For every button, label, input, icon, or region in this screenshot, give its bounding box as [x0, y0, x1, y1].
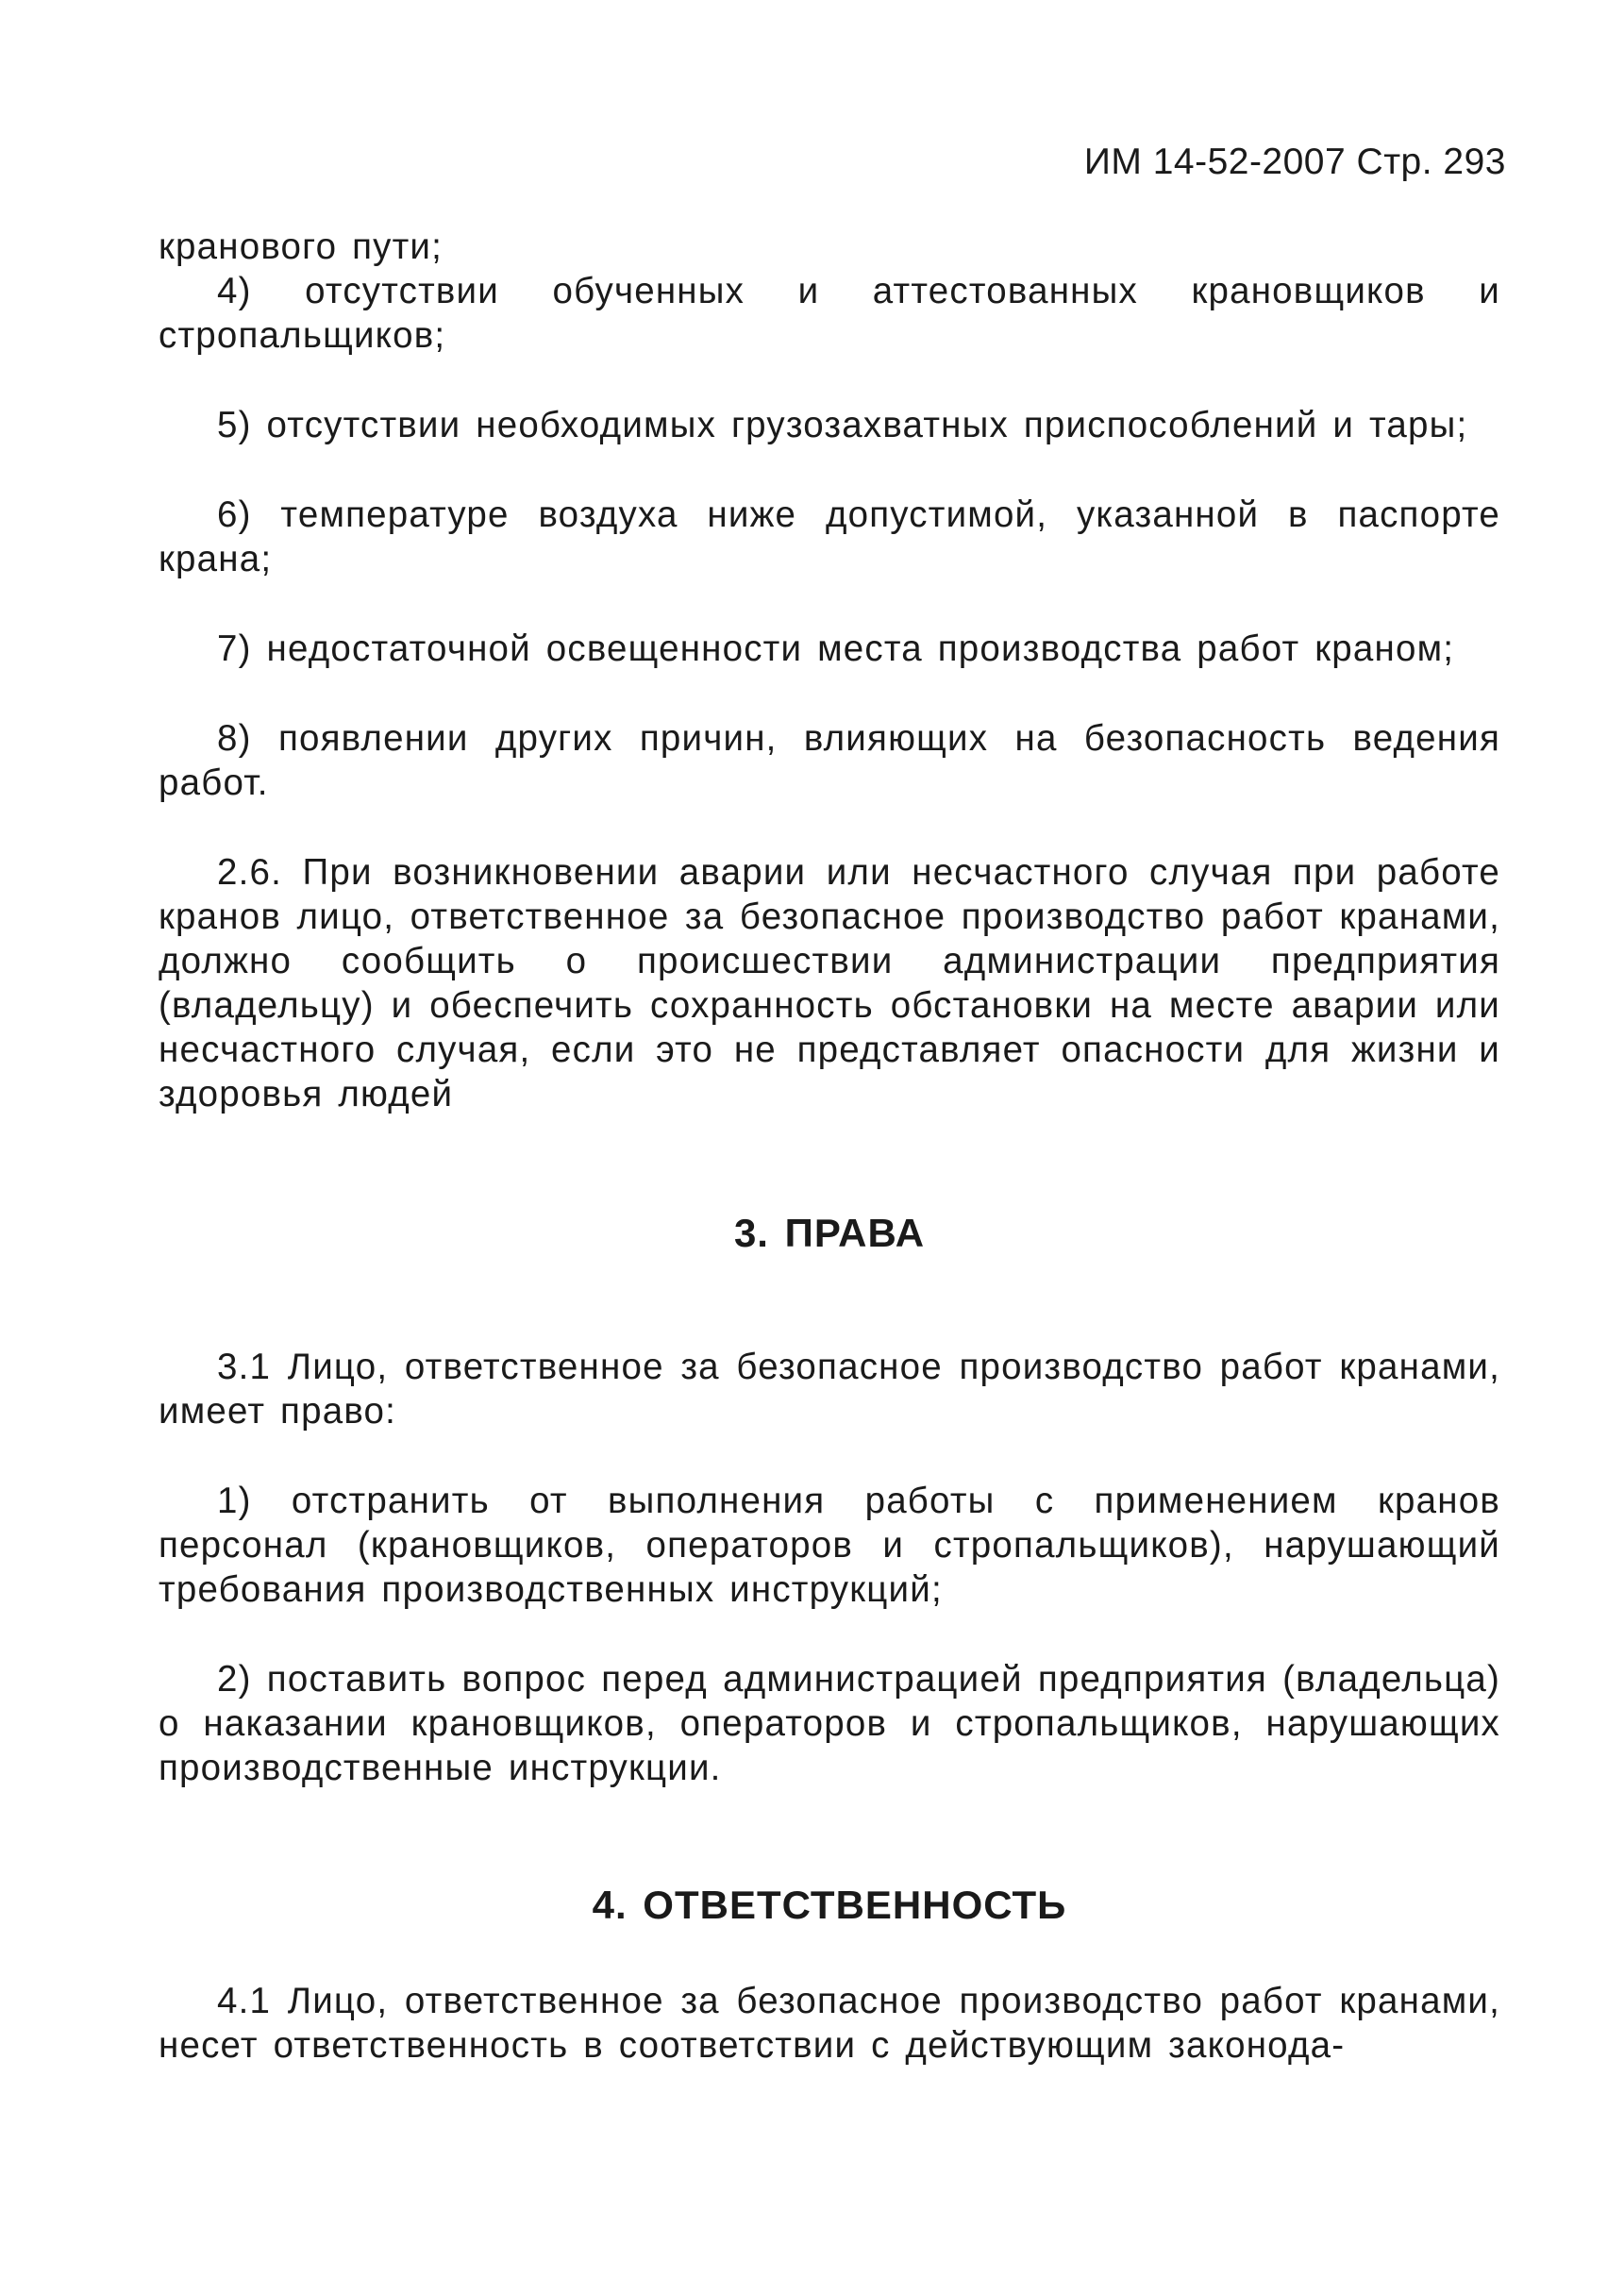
section-4-title: 4. ОТВЕТСТВЕННОСТЬ	[592, 1883, 1067, 1927]
list-item-7: 7) недостаточной освещенности места производства работ краном;	[217, 628, 1455, 669]
list-item-8: 8) появлении других причин, влияющих на безопасность ведения работ.	[159, 718, 1500, 803]
paragraph-3-1: 3.1 Лицо, ответственное за безопасное производство работ кранами, имеет право:	[159, 1347, 1500, 1432]
list-item-4: 4) отсутствии обученных и аттестованных крановщиков и стропальщиков;	[159, 271, 1500, 356]
document-body	[159, 225, 1500, 2068]
section-3-title: 3. ПРАВА	[733, 1211, 926, 1255]
list-item-3-1-2: 2) поставить вопрос перед администрацией предприятия (владельца) о наказании крановщиков, операторов и стропальщиков, нарушающих производственные инструкции.	[159, 1659, 1500, 1788]
page-header: ИМ 14-52-2007 Стр. 293	[1083, 142, 1506, 182]
paragraph-2-6: 2.6. При возникновении аварии или несчастного случая при работе кранов лицо, ответственное за безопасное производство работ кранами, должно сообщить о происшествии администрации предприятия (владельцу) и обеспечить сохранность обстановки на месте аварии или несчастного случая, если это не представляет опасности для жизни и здоровья людей	[159, 852, 1500, 1114]
list-item-3-1-1: 1) отстранить от выполнения работы с применением кранов персонал (крановщиков, операторов и стропальщиков), нарушающий требования производственных инструкций;	[159, 1481, 1500, 1610]
paragraph-continuation: кранового пути;	[159, 226, 444, 267]
list-item-6: 6) температуре воздуха ниже допустимой, указанной в паспорте крана;	[159, 494, 1500, 579]
paragraph-4-1: 4.1 Лицо, ответственное за безопасное производство работ кранами, несет ответственность в соответствии с действующим законода-	[159, 1981, 1500, 2066]
list-item-5: 5) отсутствии необходимых грузозахватных приспособлений и тары;	[217, 405, 1468, 445]
